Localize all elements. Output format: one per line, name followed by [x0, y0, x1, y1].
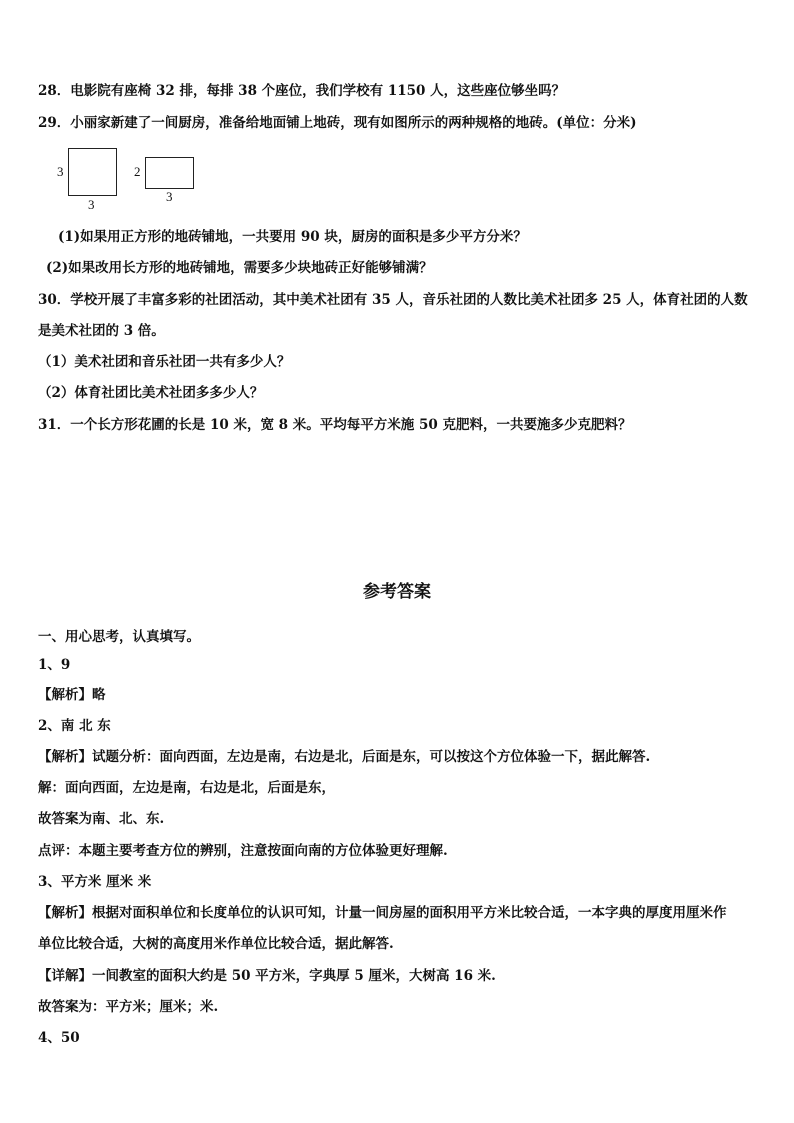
- answer-3-analysis-line2: 单位比较合适，大树的高度用米作单位比较合适，据此解答.: [38, 936, 394, 952]
- square-tile: [68, 148, 117, 196]
- question-29-1: (1)如果用正方形的地砖铺地，一共要用 90 块，厨房的面积是多少平方分米？: [58, 229, 527, 245]
- answer-3-detail: 【详解】一间教室的面积大约是 50 平方米，字典厚 5 厘米，大树高 16 米.: [38, 968, 496, 984]
- answer-2-solution: 解：面向西面，左边是南，右边是北，后面是东，: [38, 780, 335, 796]
- answers-title: 参考答案: [363, 582, 431, 602]
- question-28: 28．电影院有座椅 32 排，每排 38 个座位，我们学校有 1150 人，这些座位够坐吗？: [38, 83, 566, 99]
- question-29-2: (2)如果改用长方形的地砖铺地，需要多少块地砖正好能够铺满？: [46, 260, 433, 276]
- rect-side-label: 2: [134, 164, 141, 179]
- answer-2: 2、南 北 东: [38, 718, 111, 734]
- question-30-line1: 30．学校开展了丰富多彩的社团活动，其中美术社团有 35 人，音乐社团的人数比美术社团多 25 人，体育社团的人数: [38, 292, 748, 308]
- answer-3: 3、平方米 厘米 米: [38, 874, 152, 890]
- answer-1-analysis: 【解析】略: [38, 687, 106, 703]
- answer-3-answer: 故答案为：平方米；厘米；米.: [38, 999, 219, 1015]
- rectangle-tile: [145, 157, 194, 189]
- answer-2-answer: 故答案为南、北、东.: [38, 811, 165, 827]
- question-30-1: （1）美术社团和音乐社团一共有多少人？: [38, 354, 291, 370]
- answer-3-analysis-line1: 【解析】根据对面积单位和长度单位的认识可知，计量一间房屋的面积用平方米比较合适，一本字典的厚度用厘米作: [38, 905, 727, 921]
- question-30-line2: 是美术社团的 3 倍。: [38, 323, 165, 339]
- square-side-label: 3: [57, 164, 64, 179]
- answer-2-analysis: 【解析】试题分析：面向西面，左边是南，右边是北，后面是东，可以按这个方位体验一下，据此解答.: [38, 749, 651, 765]
- question-31: 31．一个长方形花圃的长是 10 米，宽 8 米。平均每平方米施 50 克肥料，一共要施多少克肥料？: [38, 417, 632, 433]
- question-30-2: （2）体育社团比美术社团多多少人？: [38, 385, 264, 401]
- question-29: 29．小丽家新建了一间厨房，准备给地面铺上地砖，现有如图所示的两种规格的地砖。(单位：分米): [38, 115, 637, 131]
- answer-2-comment: 点评：本题主要考查方位的辨别，注意按面向南的方位体验更好理解.: [38, 843, 448, 859]
- rect-bottom-label: 3: [166, 189, 173, 204]
- answer-1: 1、9: [38, 657, 71, 673]
- section-heading: 一、用心思考，认真填写。: [38, 629, 200, 645]
- square-bottom-label: 3: [88, 197, 95, 212]
- answer-4: 4、50: [38, 1030, 80, 1046]
